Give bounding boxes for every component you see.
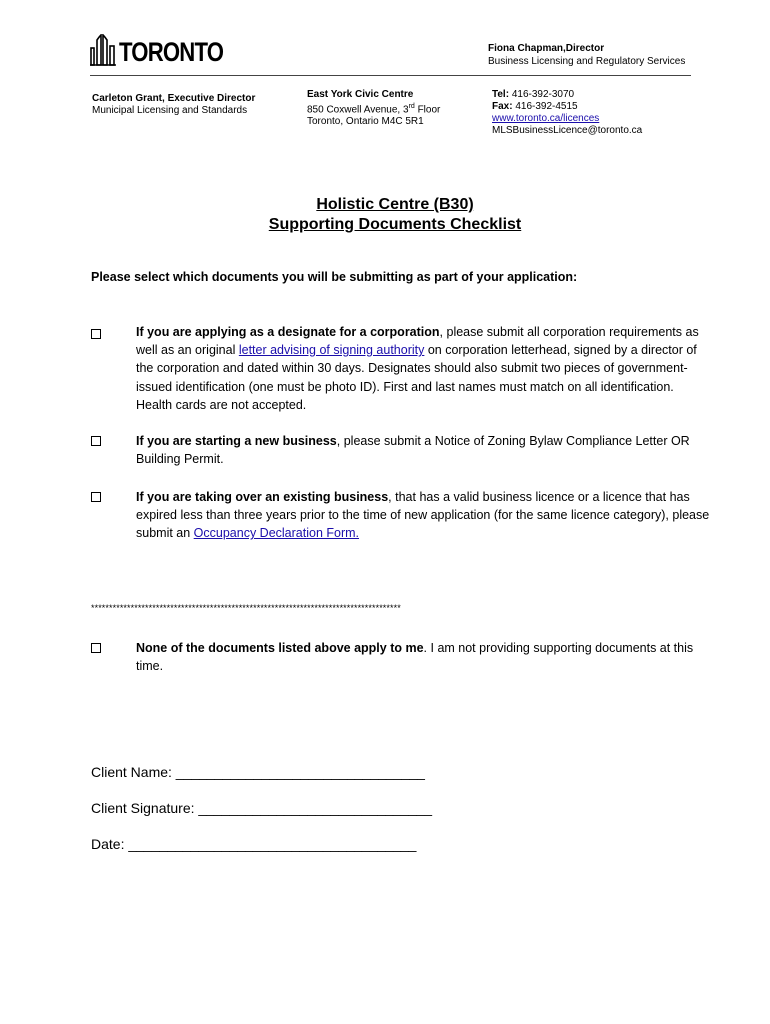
office-address-line2: Toronto, Ontario M4C 5R1 [307, 116, 424, 128]
checklist-item-designate: If you are applying as a designate for a corporation, please submit all corporation requirements as well as an original letter advising of signing authority on corporation letterhead, signed by a director of the corporation and dated within 30 days. Designates should also submit two pieces of government-issued identification (one must be photo ID). First and last names must match on all identification. Health cards are not accepted. [136, 325, 699, 412]
website-link[interactable]: www.toronto.ca/licences [492, 113, 600, 124]
office-name: East York Civic Centre [307, 89, 414, 100]
separator-line: ************************************************************************************** [91, 603, 401, 613]
checkbox-none[interactable] [91, 643, 101, 653]
title-line1: Holistic Centre (B30) [316, 196, 474, 213]
fax: Fax: 416-392-4515 [492, 101, 578, 112]
occupancy-declaration-link[interactable]: Occupancy Declaration Form. [193, 526, 360, 541]
office-address-line1: 850 Coxwell Avenue, 3rd Floor [307, 103, 441, 116]
toronto-logo [90, 34, 246, 66]
telephone: Tel: 416-392-3070 [492, 89, 575, 100]
director-block [488, 42, 685, 68]
checkbox-new-business[interactable] [91, 436, 101, 446]
header-divider [90, 75, 691, 76]
client-name-field[interactable]: Client Name: ________________________________ [91, 764, 425, 780]
document-title [0, 195, 770, 235]
executive-block [92, 93, 255, 117]
title-line2: Supporting Documents Checklist [268, 216, 522, 233]
checklist-item-existing-business: If you are taking over an existing business, that has a valid business licence or a licence that has expired less than three years prior to the time of new application (for the same licence category), please submit an Occupancy Declaration Form. [136, 490, 710, 541]
email: MLSBusinessLicence@toronto.ca [492, 125, 643, 136]
office-address-block [307, 89, 440, 128]
director-name: Fiona Chapman,Director [488, 43, 605, 54]
checkbox-designate[interactable] [91, 329, 101, 339]
logo-wordmark: TORONTO [119, 37, 224, 67]
instruction-text: Please select which documents you will be submitting as part of your application: [91, 270, 578, 284]
executive-name: Carleton Grant, Executive Director [92, 93, 256, 104]
executive-dept: Municipal Licensing and Standards [92, 105, 248, 116]
director-dept: Business Licensing and Regulatory Services [488, 56, 686, 67]
checklist-item-none: None of the documents listed above apply to me. I am not providing supporting documents at this time. [136, 641, 694, 674]
city-hall-icon [90, 34, 116, 66]
signing-authority-link[interactable]: letter advising of signing authority [238, 343, 425, 358]
date-field[interactable]: Date: _____________________________________ [91, 836, 417, 852]
client-signature-field[interactable]: Client Signature: ______________________________ [91, 800, 432, 816]
checklist-item-new-business: If you are starting a new business, please submit a Notice of Zoning Bylaw Compliance Letter OR Building Permit. [136, 434, 690, 467]
checkbox-existing-business[interactable] [91, 492, 101, 502]
contact-block [492, 89, 642, 137]
